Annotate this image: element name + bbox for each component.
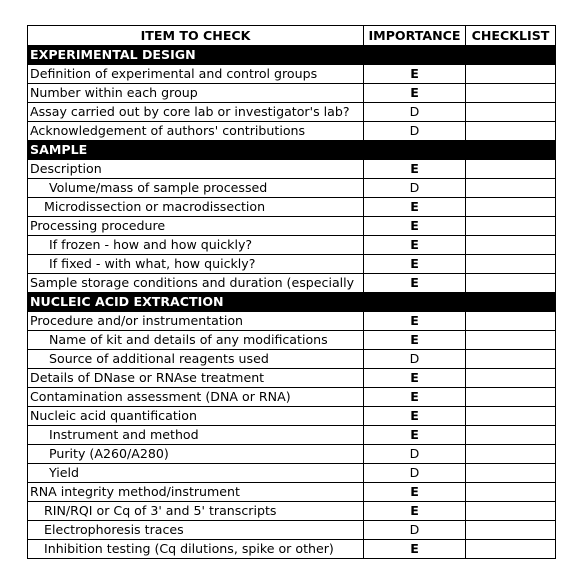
checklist-cell[interactable] [466,502,556,521]
item-label: Source of additional reagents used [28,350,364,369]
importance-value: E [364,198,466,217]
checklist-cell[interactable] [466,350,556,369]
checklist-row [28,236,556,255]
checklist-row [28,331,556,350]
importance-value: E [364,407,466,426]
checklist-cell[interactable] [466,521,556,540]
checklist-cell[interactable] [466,122,556,141]
item-label: Contamination assessment (DNA or RNA) [28,388,364,407]
item-label: Volume/mass of sample processed [28,179,364,198]
section-checklist-cell [466,46,556,65]
checklist-cell[interactable] [466,388,556,407]
importance-value: E [364,312,466,331]
checklist-row [28,502,556,521]
section-header-row [28,46,556,65]
checklist-table [27,25,556,559]
checklist-row [28,217,556,236]
section-importance-cell [364,46,466,65]
header-row [28,26,556,46]
checklist-row [28,369,556,388]
checklist-row [28,350,556,369]
checklist-cell[interactable] [466,65,556,84]
item-label: Sample storage conditions and duration (especially [28,274,364,293]
checklist-cell[interactable] [466,426,556,445]
importance-value: E [364,274,466,293]
checklist-cell[interactable] [466,445,556,464]
importance-value: E [364,236,466,255]
item-label: Acknowledgement of authors' contributions [28,122,364,141]
item-label: Assay carried out by core lab or investigator's lab? [28,103,364,122]
checklist-cell[interactable] [466,160,556,179]
checklist-row [28,122,556,141]
importance-value: E [364,388,466,407]
item-label: If frozen - how and how quickly? [28,236,364,255]
importance-value: D [364,445,466,464]
section-title: EXPERIMENTAL DESIGN [28,46,364,65]
importance-value: E [364,502,466,521]
checklist-cell[interactable] [466,464,556,483]
item-label: RIN/RQI or Cq of 3' and 5' transcripts [28,502,364,521]
section-checklist-cell [466,141,556,160]
item-label: Electrophoresis traces [28,521,364,540]
item-label: Procedure and/or instrumentation [28,312,364,331]
checklist-column-header: CHECKLIST [466,26,556,46]
checklist-row [28,483,556,502]
importance-value: D [364,350,466,369]
checklist-row [28,388,556,407]
checklist-cell[interactable] [466,407,556,426]
item-label: Description [28,160,364,179]
item-label: Number within each group [28,84,364,103]
item-label: Processing procedure [28,217,364,236]
checklist-cell[interactable] [466,198,556,217]
section-header-row [28,141,556,160]
checklist-row [28,426,556,445]
importance-value: E [364,369,466,388]
section-title: NUCLEIC ACID EXTRACTION [28,293,364,312]
item-label: If fixed - with what, how quickly? [28,255,364,274]
item-label: Instrument and method [28,426,364,445]
importance-value: E [364,65,466,84]
checklist-cell[interactable] [466,331,556,350]
section-header-row [28,293,556,312]
item-label: Inhibition testing (Cq dilutions, spike or other) [28,540,364,559]
importance-column-header: IMPORTANCE [364,26,466,46]
section-importance-cell [364,293,466,312]
checklist-row [28,540,556,559]
importance-value: D [364,103,466,122]
checklist-row [28,65,556,84]
checklist-row [28,103,556,122]
importance-value: E [364,540,466,559]
checklist-row [28,312,556,331]
importance-value: E [364,84,466,103]
importance-value: D [364,122,466,141]
importance-value: D [364,464,466,483]
importance-value: D [364,179,466,198]
checklist-row [28,255,556,274]
checklist-row [28,160,556,179]
checklist-cell[interactable] [466,179,556,198]
item-label: Definition of experimental and control groups [28,65,364,84]
checklist-cell[interactable] [466,255,556,274]
importance-value: D [364,521,466,540]
item-label: RNA integrity method/instrument [28,483,364,502]
checklist-cell[interactable] [466,274,556,293]
importance-value: E [364,331,466,350]
checklist-row [28,407,556,426]
checklist-row [28,179,556,198]
checklist-row [28,274,556,293]
checklist-row [28,521,556,540]
importance-value: E [364,160,466,179]
item-column-header: ITEM TO CHECK [28,26,364,46]
checklist-cell[interactable] [466,84,556,103]
item-label: Nucleic acid quantification [28,407,364,426]
section-importance-cell [364,141,466,160]
item-label: Microdissection or macrodissection [28,198,364,217]
checklist-cell[interactable] [466,312,556,331]
checklist-cell[interactable] [466,103,556,122]
checklist-cell[interactable] [466,236,556,255]
checklist-row [28,445,556,464]
item-label: Name of kit and details of any modifications [28,331,364,350]
checklist-cell[interactable] [466,369,556,388]
importance-value: E [364,217,466,236]
importance-value: E [364,426,466,445]
item-label: Yield [28,464,364,483]
checklist-cell[interactable] [466,483,556,502]
section-checklist-cell [466,293,556,312]
checklist-cell[interactable] [466,217,556,236]
importance-value: E [364,483,466,502]
checklist-row [28,84,556,103]
checklist-row [28,464,556,483]
item-label: Purity (A260/A280) [28,445,364,464]
checklist-row [28,198,556,217]
checklist-body [28,46,556,559]
checklist-cell[interactable] [466,540,556,559]
item-label: Details of DNase or RNAse treatment [28,369,364,388]
importance-value: E [364,255,466,274]
section-title: SAMPLE [28,141,364,160]
